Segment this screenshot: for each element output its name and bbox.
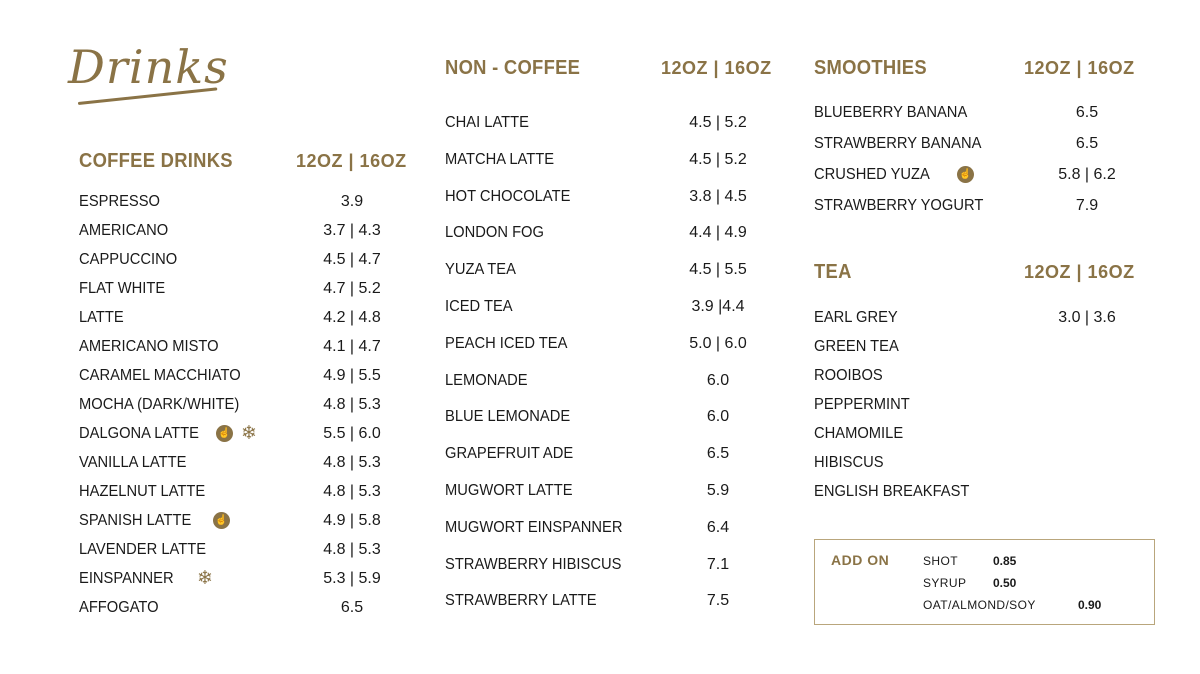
menu-item-price: 3.7 | 4.3	[323, 222, 381, 239]
snowflake-icon: ❄	[197, 568, 213, 589]
menu-item-name: GREEN TEA	[814, 338, 899, 355]
addon-title: ADD ON	[831, 552, 890, 568]
noncoffee-section-title: NON - COFFEE	[445, 57, 581, 79]
menu-item	[79, 509, 419, 533]
menu-item	[79, 567, 419, 591]
menu-item-name: STRAWBERRY HIBISCUS	[445, 555, 622, 573]
menu-item-price: 4.5 | 4.7	[323, 251, 381, 268]
menu-item-name: ESPRESSO	[79, 193, 160, 210]
menu-item-price: 3.9 |4.4	[691, 298, 745, 315]
menu-item	[814, 101, 1154, 125]
menu-item-name: PEPPERMINT	[814, 396, 910, 413]
menu-item	[814, 364, 1154, 388]
menu-item-price: 4.8 | 5.3	[323, 396, 381, 413]
menu-item-name: BLUEBERRY BANANA	[814, 104, 968, 121]
menu-item	[445, 369, 785, 393]
menu-item	[445, 442, 785, 466]
smoothies-list	[814, 101, 1154, 231]
menu-item-price: 5.3 | 5.9	[323, 570, 381, 587]
menu-item	[814, 163, 1154, 187]
coffee-list	[79, 190, 419, 630]
menu-item	[445, 221, 785, 245]
menu-item-name: FLAT WHITE	[79, 280, 166, 297]
menu-item-price: 6.0	[706, 371, 730, 389]
thumbs-up-icon: ☝	[216, 425, 233, 442]
menu-item	[814, 480, 1154, 504]
menu-item-price: 4.5 | 5.5	[689, 261, 747, 279]
snowflake-icon: ❄	[241, 423, 257, 444]
menu-item	[814, 422, 1154, 446]
menu-item-price: 6.5	[706, 445, 730, 463]
logo	[66, 40, 229, 126]
menu-item-name: ICED TEA	[445, 298, 513, 315]
menu-item-name: YUZA TEA	[445, 261, 516, 279]
menu-item-price: 7.9	[1075, 197, 1099, 214]
thumbs-up-icon: ☝	[957, 166, 974, 183]
menu-item-price: 3.9	[340, 193, 364, 210]
menu-item	[79, 364, 419, 388]
menu-item-name: PEACH ICED TEA	[445, 334, 568, 352]
menu-item-name: EINSPANNER	[79, 570, 174, 587]
menu-item-price: 4.9 | 5.8	[323, 512, 381, 529]
menu-item-price: 5.8 | 6.2	[1058, 166, 1116, 183]
menu-item	[79, 393, 419, 417]
menu-item	[814, 393, 1154, 417]
menu-item	[79, 306, 419, 330]
menu-item-name: MATCHA LATTE	[445, 150, 555, 168]
tea-size-header: 12OZ | 16OZ	[1024, 262, 1135, 282]
menu-item-name: HOT CHOCOLATE	[445, 187, 571, 205]
menu-item-name: CHAMOMILE	[814, 425, 904, 442]
menu-item-name: LATTE	[79, 309, 124, 326]
menu-item-name: LEMONADE	[445, 371, 528, 389]
menu-item-price: 4.1 | 4.7	[323, 338, 381, 355]
addon-box	[814, 539, 1155, 625]
menu-item	[445, 405, 785, 429]
smoothies-section-title: SMOOTHIES	[814, 57, 927, 79]
menu-item-name: CHAI LATTE	[445, 114, 529, 131]
addon-item-milk: OAT/ALMOND/SOY	[923, 598, 1036, 612]
menu-item-name: EARL GREY	[814, 309, 898, 326]
menu-item	[79, 190, 419, 214]
menu-item-name: CRUSHED YUZA	[814, 166, 930, 183]
menu-item	[814, 132, 1154, 156]
menu-item	[79, 248, 419, 272]
menu-item	[79, 596, 419, 620]
menu-item-price: 7.5	[706, 592, 730, 610]
menu-item-name: STRAWBERRY BANANA	[814, 135, 982, 152]
menu-item	[445, 332, 785, 356]
menu-item	[445, 111, 785, 135]
menu-item-name: STRAWBERRY YOGURT	[814, 197, 984, 214]
menu-item-name: HAZELNUT LATTE	[79, 483, 206, 500]
menu-item-price: 4.9 | 5.5	[323, 367, 381, 384]
menu-item-price: 4.8 | 5.3	[323, 483, 381, 500]
menu-item	[445, 516, 785, 540]
menu-item-price: 4.8 | 5.3	[323, 454, 381, 471]
menu-item-price: 3.8 | 4.5	[689, 187, 747, 205]
coffee-section-title: COFFEE DRINKS	[79, 150, 233, 172]
menu-item-name: SPANISH LATTE	[79, 512, 192, 529]
smoothies-size-header: 12OZ | 16OZ	[1024, 58, 1135, 78]
menu-item-name: AFFOGATO	[79, 599, 159, 616]
menu-item-price: 4.4 | 4.9	[689, 224, 747, 242]
addon-price-milk: 0.90	[1078, 598, 1102, 612]
menu-item-name: DALGONA LATTE	[79, 425, 199, 442]
menu-item-price: 6.0	[706, 408, 730, 426]
menu-item	[79, 422, 419, 446]
addon-item-shot: SHOT	[923, 554, 958, 568]
addon-price-syrup: 0.50	[993, 576, 1017, 590]
menu-item-name: MUGWORT LATTE	[445, 482, 573, 499]
tea-price: 3.0 | 3.6	[1058, 309, 1116, 326]
menu-item-name: HIBISCUS	[814, 454, 884, 471]
menu-item-name: ROOIBOS	[814, 367, 883, 384]
menu-item-name: VANILLA LATTE	[79, 454, 187, 471]
menu-item-price: 5.0 | 6.0	[689, 334, 747, 352]
logo-text: Drinks	[68, 40, 229, 94]
menu-item-name: STRAWBERRY LATTE	[445, 592, 597, 610]
menu-item	[445, 185, 785, 209]
menu-item	[814, 335, 1154, 359]
noncoffee-list	[445, 111, 785, 611]
menu-item	[79, 335, 419, 359]
menu-item-name: GRAPEFRUIT ADE	[445, 445, 574, 463]
menu-item-name: BLUE LEMONADE	[445, 408, 571, 426]
tea-section-title: TEA	[814, 261, 852, 283]
menu-item-name: AMERICANO MISTO	[79, 338, 219, 355]
addon-price-shot: 0.85	[993, 554, 1017, 568]
menu-item	[79, 219, 419, 243]
menu-item	[79, 480, 419, 504]
thumbs-up-icon: ☝	[213, 512, 230, 529]
menu-item	[79, 451, 419, 475]
menu-item	[445, 258, 785, 282]
menu-item-name: MOCHA (DARK/WHITE)	[79, 396, 240, 413]
menu-item-name: MUGWORT EINSPANNER	[445, 518, 623, 536]
menu-item-price: 7.1	[706, 555, 730, 573]
menu-item-name: CAPPUCCINO	[79, 251, 178, 268]
menu-item-price: 4.5 | 5.2	[689, 114, 747, 131]
menu-item-name: CARAMEL MACCHIATO	[79, 367, 241, 384]
menu-item	[445, 589, 785, 613]
menu-item	[445, 479, 785, 503]
menu-item-price: 4.2 | 4.8	[323, 309, 381, 326]
menu-item	[445, 148, 785, 172]
menu-item	[814, 451, 1154, 475]
menu-item	[445, 553, 785, 577]
menu-item	[814, 194, 1154, 218]
menu-item	[445, 295, 785, 319]
addon-item-syrup: SYRUP	[923, 576, 967, 590]
menu-item-name: LAVENDER LATTE	[79, 541, 207, 558]
menu-item-price: 5.5 | 6.0	[323, 425, 381, 442]
menu-item-price: 4.7 | 5.2	[323, 280, 381, 297]
menu-item	[79, 277, 419, 301]
menu-item-price: 4.8 | 5.3	[323, 541, 381, 558]
tea-list	[814, 306, 1154, 516]
menu-item-price: 6.5	[340, 599, 364, 616]
menu-item	[814, 306, 1154, 330]
menu-item-price: 6.4	[706, 518, 730, 536]
menu-item-price: 6.5	[1075, 104, 1099, 121]
menu-item-name: LONDON FOG	[445, 224, 544, 242]
menu-item-price: 5.9	[706, 482, 730, 499]
menu-item-price: 6.5	[1075, 135, 1099, 152]
menu-item-name: AMERICANO	[79, 222, 169, 239]
noncoffee-size-header: 12OZ | 16OZ	[661, 58, 772, 78]
menu-item-name: ENGLISH BREAKFAST	[814, 483, 970, 500]
coffee-size-header: 12OZ | 16OZ	[296, 151, 407, 171]
menu-item	[79, 538, 419, 562]
menu-item-price: 4.5 | 5.2	[689, 150, 747, 168]
